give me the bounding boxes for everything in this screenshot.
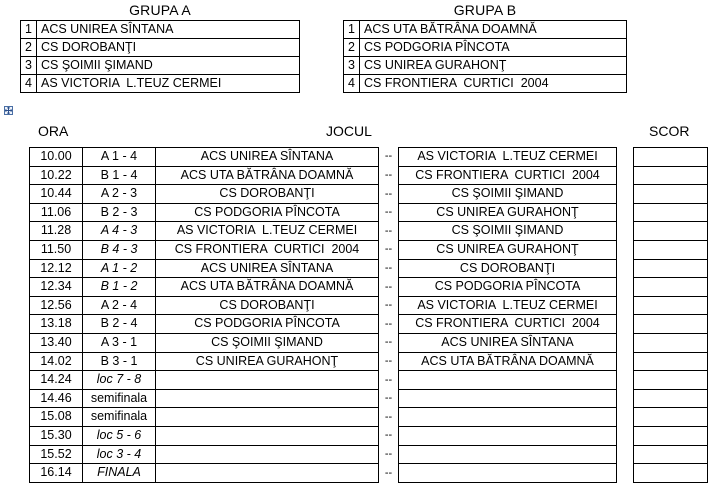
away-team: CS ŞOIMII ŞIMAND	[398, 222, 617, 241]
match-time: 15.52	[29, 446, 82, 465]
match-time: 12.56	[29, 297, 82, 316]
team-number: 3	[344, 57, 360, 75]
score-cell[interactable]	[633, 315, 708, 334]
group-team-row	[21, 39, 300, 57]
score-cell[interactable]	[633, 147, 708, 167]
match-code: A 3 - 1	[82, 334, 155, 353]
match-separator: --	[384, 336, 393, 349]
team-number: 2	[344, 39, 360, 57]
group-team-row	[344, 75, 627, 93]
home-team: CS DOROBANŢI	[155, 185, 379, 204]
schedule-table	[29, 147, 708, 483]
match-row	[29, 297, 708, 316]
team-number: 4	[344, 75, 360, 93]
away-team: AS VICTORIA L.TEUZ CERMEI	[398, 147, 617, 167]
match-row	[29, 278, 708, 297]
home-team: AS VICTORIA L.TEUZ CERMEI	[155, 222, 379, 241]
column-gap	[617, 260, 633, 279]
match-row	[29, 390, 708, 409]
column-gap	[617, 167, 633, 186]
match-row	[29, 260, 708, 279]
group-team-row	[21, 21, 300, 39]
header-jocul: JOCUL	[326, 123, 372, 139]
away-team: CS DOROBANŢI	[398, 260, 617, 279]
match-row	[29, 222, 708, 241]
match-code: B 1 - 4	[82, 167, 155, 186]
away-team: AS VICTORIA L.TEUZ CERMEI	[398, 297, 617, 316]
match-code: semifinala	[82, 390, 155, 409]
home-team	[155, 427, 379, 446]
column-gap	[617, 334, 633, 353]
score-cell[interactable]	[633, 427, 708, 446]
match-row	[29, 408, 708, 427]
match-separator: --	[384, 243, 393, 256]
match-code: B 1 - 2	[82, 278, 155, 297]
match-time: 14.46	[29, 390, 82, 409]
away-team	[398, 390, 617, 409]
team-number: 1	[344, 21, 360, 39]
column-gap	[617, 390, 633, 409]
away-team	[398, 408, 617, 427]
match-row	[29, 185, 708, 204]
match-code: B 3 - 1	[82, 353, 155, 372]
match-separator: --	[384, 206, 393, 219]
match-code: FINALA	[82, 464, 155, 483]
match-code: loc 5 - 6	[82, 427, 155, 446]
away-team	[398, 446, 617, 465]
column-gap	[617, 185, 633, 204]
team-name: CS UNIREA GURAHONŢ	[360, 57, 627, 75]
home-team: ACS UNIREA SÎNTANA	[155, 147, 379, 167]
column-gap	[617, 371, 633, 390]
home-team: ACS UNIREA SÎNTANA	[155, 260, 379, 279]
match-separator: --	[384, 355, 393, 368]
score-cell[interactable]	[633, 204, 708, 223]
match-row	[29, 353, 708, 372]
team-name: CS FRONTIERA CURTICI 2004	[360, 75, 627, 93]
group-team-row	[344, 21, 627, 39]
match-row	[29, 315, 708, 334]
match-code: B 4 - 3	[82, 241, 155, 260]
score-cell[interactable]	[633, 185, 708, 204]
score-cell[interactable]	[633, 241, 708, 260]
match-code: A 1 - 2	[82, 260, 155, 279]
group-b-table	[343, 20, 627, 93]
match-code: A 2 - 4	[82, 297, 155, 316]
match-separator: --	[384, 429, 393, 442]
match-separator: --	[384, 448, 393, 460]
team-name: CS ŞOIMII ŞIMAND	[37, 57, 300, 75]
column-gap	[617, 427, 633, 446]
home-team: CS PODGORIA PÎNCOTA	[155, 315, 379, 334]
home-team: CS PODGORIA PÎNCOTA	[155, 204, 379, 223]
match-code: A 1 - 4	[82, 147, 155, 167]
home-team	[155, 408, 379, 427]
column-gap	[617, 241, 633, 260]
match-time: 13.18	[29, 315, 82, 334]
match-time: 15.08	[29, 408, 82, 427]
match-row	[29, 446, 708, 465]
match-separator: --	[384, 299, 393, 312]
team-number: 2	[21, 39, 37, 57]
score-cell[interactable]	[633, 390, 708, 409]
column-gap	[617, 278, 633, 297]
column-gap	[617, 408, 633, 427]
away-team: CS UNIREA GURAHONŢ	[398, 241, 617, 260]
match-separator: --	[384, 224, 393, 237]
match-separator: --	[384, 373, 393, 386]
team-name: AS VICTORIA L.TEUZ CERMEI	[37, 75, 300, 93]
header-scor: SCOR	[649, 123, 690, 139]
home-team: CS UNIREA GURAHONŢ	[155, 353, 379, 372]
match-time: 12.34	[29, 278, 82, 297]
match-time: 11.50	[29, 241, 82, 260]
score-cell[interactable]	[633, 353, 708, 372]
match-code: B 2 - 4	[82, 315, 155, 334]
column-gap	[617, 222, 633, 241]
column-gap	[617, 297, 633, 316]
column-gap	[617, 446, 633, 465]
match-separator: --	[384, 392, 393, 405]
home-team	[155, 371, 379, 390]
group-team-row	[21, 57, 300, 75]
score-cell[interactable]	[633, 446, 708, 465]
team-number: 1	[21, 21, 37, 39]
score-cell[interactable]	[633, 371, 708, 390]
match-time: 11.06	[29, 204, 82, 223]
match-code: semifinala	[82, 408, 155, 427]
match-separator: --	[384, 169, 393, 182]
match-code: loc 3 - 4	[82, 446, 155, 465]
team-number: 3	[21, 57, 37, 75]
team-name: CS PODGORIA PÎNCOTA	[360, 39, 627, 57]
column-gap	[617, 204, 633, 223]
match-row	[29, 334, 708, 353]
group-team-row	[344, 39, 627, 57]
away-team: ACS UNIREA SÎNTANA	[398, 334, 617, 353]
match-time: 16.14	[29, 464, 82, 483]
match-separator: --	[384, 262, 393, 275]
column-gap	[617, 147, 633, 167]
match-row	[29, 427, 708, 446]
score-cell[interactable]	[633, 278, 708, 297]
match-row	[29, 204, 708, 223]
header-ora: ORA	[38, 123, 69, 139]
match-time: 13.40	[29, 334, 82, 353]
score-cell[interactable]	[633, 167, 708, 186]
score-cell[interactable]	[633, 297, 708, 316]
home-team	[155, 390, 379, 409]
match-row	[29, 167, 708, 186]
match-code: B 2 - 3	[82, 204, 155, 223]
match-time: 14.24	[29, 371, 82, 390]
match-code: A 2 - 3	[82, 185, 155, 204]
match-separator: --	[384, 150, 393, 162]
match-row	[29, 241, 708, 260]
group-b-title: GRUPA B	[453, 2, 517, 18]
score-cell[interactable]	[633, 260, 708, 279]
group-a-table	[20, 20, 300, 93]
match-time: 12.12	[29, 260, 82, 279]
away-team	[398, 427, 617, 446]
match-separator: --	[384, 187, 393, 200]
away-team	[398, 371, 617, 390]
home-team: ACS UTA BĂTRÂNA DOAMNĂ	[155, 167, 379, 186]
column-gap	[617, 353, 633, 372]
score-cell[interactable]	[633, 222, 708, 241]
match-time: 10.44	[29, 185, 82, 204]
match-code: loc 7 - 8	[82, 371, 155, 390]
match-time: 15.30	[29, 427, 82, 446]
match-code: A 4 - 3	[82, 222, 155, 241]
match-time: 10.22	[29, 167, 82, 186]
match-time: 14.02	[29, 353, 82, 372]
team-name: CS DOROBANŢI	[37, 39, 300, 57]
home-team: CS ŞOIMII ŞIMAND	[155, 334, 379, 353]
group-team-row	[344, 57, 627, 75]
match-time: 10.00	[29, 147, 82, 167]
match-row	[29, 371, 708, 390]
home-team: CS DOROBANŢI	[155, 297, 379, 316]
group-a-title: GRUPA A	[129, 2, 191, 18]
team-name: ACS UNIREA SÎNTANA	[37, 21, 300, 39]
home-team: CS FRONTIERA CURTICI 2004	[155, 241, 379, 260]
match-separator: --	[384, 280, 393, 293]
away-team: CS FRONTIERA CURTICI 2004	[398, 315, 617, 334]
team-name: ACS UTA BĂTRÂNA DOAMNĂ	[360, 21, 627, 39]
team-number: 4	[21, 75, 37, 93]
away-team: CS UNIREA GURAHONŢ	[398, 204, 617, 223]
score-cell[interactable]	[633, 334, 708, 353]
group-team-row	[21, 75, 300, 93]
table-move-handle-icon[interactable]	[4, 106, 13, 115]
away-team: CS PODGORIA PÎNCOTA	[398, 278, 617, 297]
match-separator: --	[384, 466, 393, 479]
away-team: CS FRONTIERA CURTICI 2004	[398, 167, 617, 186]
score-cell[interactable]	[633, 408, 708, 427]
match-separator: --	[384, 410, 393, 423]
home-team: ACS UTA BĂTRÂNA DOAMNĂ	[155, 278, 379, 297]
column-gap	[617, 315, 633, 334]
match-time: 11.28	[29, 222, 82, 241]
away-team: ACS UTA BĂTRÂNA DOAMNĂ	[398, 353, 617, 372]
match-separator: --	[384, 317, 393, 330]
away-team: CS ŞOIMII ŞIMAND	[398, 185, 617, 204]
match-row	[29, 147, 708, 167]
home-team	[155, 446, 379, 465]
